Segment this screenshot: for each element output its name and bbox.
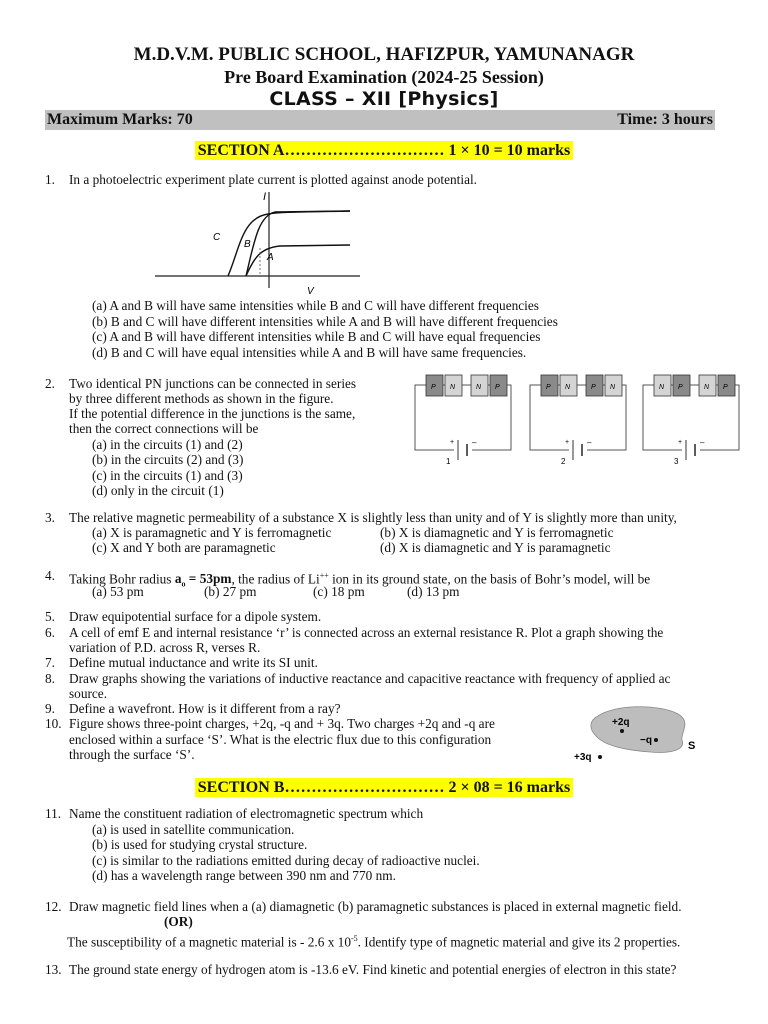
- bohr-radius-subscript: o: [181, 580, 186, 590]
- circuit-1-plus: +: [450, 439, 455, 446]
- section-a-title: SECTION A………………………… 1 × 10 = 10 marks: [195, 141, 573, 160]
- question-text-line-1: Figure shows three-point charges, +2q, -q and + 3q. Two charges +2q and -q are: [69, 716, 495, 731]
- circuit-2-block-3-label: P: [591, 384, 596, 391]
- q3-option-c: (c) X and Y both are paramagnetic: [92, 540, 276, 555]
- charge-plus-3q-label: +3q: [574, 752, 592, 763]
- circuit-3-minus: –: [700, 438, 705, 447]
- marks-time-bar: [45, 110, 715, 130]
- curve-a: [246, 245, 350, 276]
- question-number: 3.: [45, 510, 55, 525]
- question-text: Define mutual inductance and write its SI unit.: [69, 655, 318, 670]
- curve-b: [246, 211, 350, 276]
- question-number: 11.: [45, 806, 62, 821]
- question-text-line-3: If the potential difference in the junctions is the same,: [69, 406, 356, 421]
- question-number: 8.: [45, 671, 55, 686]
- bohr-radius-symbol: a: [174, 571, 182, 587]
- pn-junction-circuits: [412, 372, 742, 472]
- circuit-2-battery-gap: [569, 446, 587, 454]
- q1-option-c: (c) A and B will have different intensities while B and C will have equal frequencies: [92, 329, 541, 344]
- circuit-3-block-1-label: N: [659, 384, 665, 391]
- curve-b-label: B: [244, 239, 251, 250]
- circuit-2-minus: –: [587, 438, 592, 447]
- question-number: 2.: [45, 376, 55, 391]
- q4-option-a: (a) 53 pm: [92, 584, 144, 599]
- q1-option-b: (b) B and C will have different intensities while A and B will have different frequencies: [92, 314, 558, 329]
- q4-text-pre: Taking Bohr radius: [69, 571, 175, 587]
- question-text-line-3: through the surface ‘S’.: [69, 747, 195, 762]
- circuit-1-block-4-label: P: [495, 384, 500, 391]
- charge-surface-figure: [570, 702, 710, 768]
- q4-option-c: (c) 18 pm: [313, 584, 365, 599]
- question-number: 6.: [45, 625, 55, 640]
- charge-plus-2q-dot: [620, 729, 624, 733]
- question-number: 13.: [45, 962, 62, 977]
- section-b-heading: [0, 779, 768, 797]
- question-text: Draw magnetic field lines when a (a) diamagnetic (b) paramagnetic substances is placed in external magnetic field.: [69, 899, 682, 914]
- curve-c-label: C: [213, 232, 221, 243]
- question-number: 10.: [45, 716, 62, 731]
- q2-option-d: (d) only in the circuit (1): [92, 483, 224, 498]
- question-text: Draw equipotential surface for a dipole system.: [69, 609, 322, 624]
- q2-option-c: (c) in the circuits (1) and (3): [92, 468, 243, 483]
- circuit-2-block-4-label: N: [610, 384, 616, 391]
- curve-a-label: A: [267, 252, 274, 263]
- circuit-2-label: 2: [561, 457, 566, 466]
- alt-text-post: . Identify type of magnetic material and give its 2 properties.: [357, 934, 681, 950]
- circuit-2-block-1-label: P: [546, 384, 551, 391]
- question-number: 7.: [45, 655, 55, 670]
- q4-text-mid: , the radius of Li: [231, 571, 320, 587]
- question-number: 12.: [45, 899, 62, 914]
- school-name: M.D.V.M. PUBLIC SCHOOL, HAFIZPUR, YAMUNANAGR: [133, 44, 635, 65]
- circuit-1-label: 1: [446, 457, 451, 466]
- q11-option-d: (d) has a wavelength range between 390 nm and 770 nm.: [92, 868, 396, 883]
- question-text: Define a wavefront. How is it different from a ray?: [69, 701, 341, 716]
- q3-option-a: (a) X is paramagnetic and Y is ferromagnetic: [92, 525, 332, 540]
- circuit-3-block-2-label: P: [678, 384, 683, 391]
- q2-option-b: (b) in the circuits (2) and (3): [92, 452, 244, 467]
- question-text-line-1: A cell of emf E and internal resistance ‘r’ is connected across an external resistance R. Plot a graph showing the: [69, 625, 664, 640]
- class-title: CLASS – XII [Physics]: [269, 88, 499, 110]
- q3-option-b: (b) X is diamagnetic and Y is ferromagnetic: [380, 525, 614, 540]
- graph-x-label: V: [307, 286, 314, 297]
- question-text-line-2: by three different methods as shown in the figure.: [69, 391, 334, 406]
- question-number: 1.: [45, 172, 55, 187]
- charge-plus-3q-dot: [598, 755, 602, 759]
- circuit-3-block-3-label: N: [704, 384, 710, 391]
- q1-option-a: (a) A and B will have same intensities while B and C will have different frequencies: [92, 298, 539, 313]
- time-allowed: Time: 3 hours: [617, 111, 713, 128]
- section-b-title: SECTION B………………………… 2 × 08 = 16 marks: [195, 778, 573, 797]
- alt-text-exponent: -5: [350, 934, 358, 943]
- gaussian-surface: [591, 707, 685, 753]
- question-number: 4.: [45, 568, 55, 583]
- question-text-line-2: enclosed within a surface ‘S’. What is the electric flux due to this configuration: [69, 732, 492, 747]
- q11-option-a: (a) is used in satellite communication.: [92, 822, 295, 837]
- circuit-1-minus: –: [472, 438, 477, 447]
- question-text-line-4: then the correct connections will be: [69, 421, 259, 436]
- question-text-line-2: source.: [69, 686, 108, 701]
- circuit-1-battery-gap: [454, 446, 472, 454]
- circuit-1-block-3-label: N: [476, 384, 482, 391]
- circuit-3-block-4-label: P: [723, 384, 728, 391]
- circuit-3-label: 3: [674, 457, 679, 466]
- question-text-line-1: Draw graphs showing the variations of inductive reactance and capacitive reactance with frequency of applied ac: [69, 671, 671, 686]
- circuit-1-block-2-label: N: [450, 384, 456, 391]
- charge-minus-q-dot: [654, 738, 658, 742]
- bohr-radius-value: = 53pm: [185, 571, 232, 587]
- charge-plus-2q-label: +2q: [612, 717, 630, 728]
- or-label: (OR): [164, 914, 193, 929]
- section-a-heading: [0, 142, 768, 160]
- exam-title: Pre Board Examination (2024-25 Session): [224, 67, 544, 87]
- question-text: The ground state energy of hydrogen atom is -13.6 eV. Find kinetic and potential energies of electron in this state?: [69, 962, 677, 977]
- max-marks: Maximum Marks: 70: [47, 111, 193, 128]
- charge-minus-q-label: −q: [640, 735, 652, 746]
- q4-text-post: ion in its ground state, on the basis of Bohr’s model, will be: [328, 571, 651, 587]
- circuit-2-block-2-label: N: [565, 384, 571, 391]
- question-text: Name the constituent radiation of electromagnetic spectrum which: [69, 806, 424, 821]
- circuit-3-plus: +: [678, 439, 683, 446]
- graph-y-label: I: [263, 191, 267, 203]
- surface-s-label: S: [688, 740, 696, 752]
- question-number: 5.: [45, 609, 55, 624]
- question-text-line-1: Two identical PN junctions can be connected in series: [69, 376, 357, 391]
- q4-option-b: (b) 27 pm: [204, 584, 257, 599]
- question-text-line-2: variation of P.D. across R, verses R.: [69, 640, 261, 655]
- circuit-1-block-1-label: P: [431, 384, 436, 391]
- q4-superscript: ++: [319, 571, 329, 580]
- question-alt-text: [67, 931, 680, 950]
- q2-option-a: (a) in the circuits (1) and (2): [92, 437, 243, 452]
- q11-option-c: (c) is similar to the radiations emitted during decay of radioactive nuclei.: [92, 853, 480, 868]
- question-number: 9.: [45, 701, 55, 716]
- alt-text-pre: The susceptibility of a magnetic material is - 2.6 x 10: [67, 934, 351, 950]
- q11-option-b: (b) is used for studying crystal structure.: [92, 837, 308, 852]
- question-text: The relative magnetic permeability of a substance X is slightly less than unity and of Y is slightly more than unity,: [69, 510, 677, 525]
- q4-option-d: (d) 13 pm: [407, 584, 460, 599]
- question-text: In a photoelectric experiment plate current is plotted against anode potential.: [69, 172, 477, 187]
- q3-option-d: (d) X is diamagnetic and Y is paramagnetic: [380, 540, 611, 555]
- circuit-2-plus: +: [565, 439, 570, 446]
- circuit-3-battery-gap: [682, 446, 700, 454]
- q1-option-d: (d) B and C will have equal intensities while A and B will have same frequencies.: [92, 345, 527, 360]
- photoelectric-graph: [150, 188, 370, 298]
